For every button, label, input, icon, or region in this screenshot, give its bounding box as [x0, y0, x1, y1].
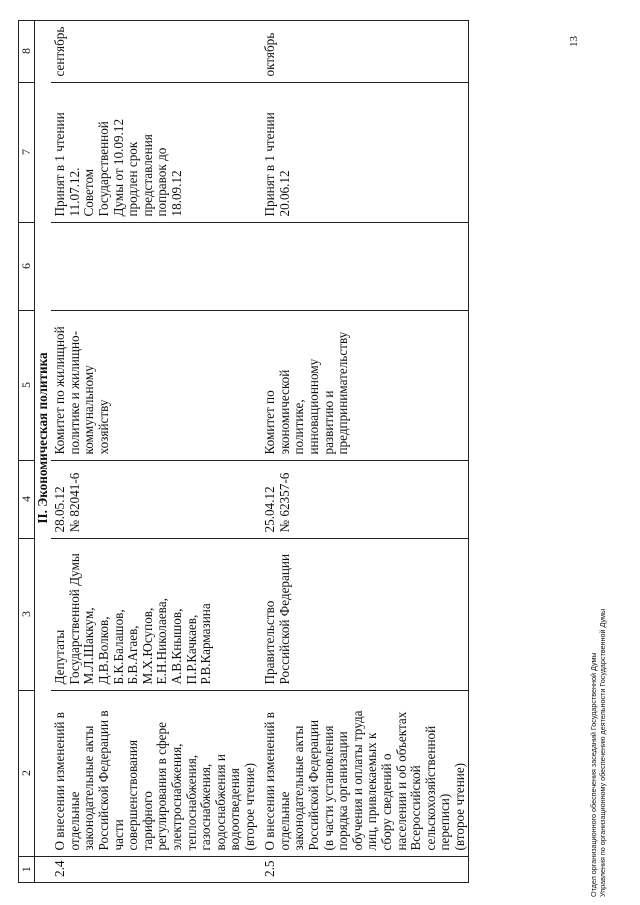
responsible-committee: Комитет по экономической политике, инновационному развитию и предпринимательству: [262, 331, 351, 455]
column-header: 3: [19, 538, 35, 690]
section-header-row: [34, 20, 51, 882]
column-header: 6: [19, 222, 35, 310]
column-header: 4: [19, 460, 35, 538]
footer-line-2: Управления по организационному обеспечению деятельности Государственной Думы: [598, 608, 607, 897]
column-number-header: [19, 20, 35, 882]
bill-register-table: [18, 20, 469, 883]
column-header: 5: [19, 310, 35, 460]
section-title: II. Экономическая политика: [34, 20, 51, 856]
bill-authors: Депутаты Государственной Думы М.Л.Шаккум, Д.В.Волков, Б.К.Балашов, Б.В.Агаев, М.Х.Юсупов, Е.Н.Николаева, А.В.Кнышов, П.Р.Качкаев, Р.В.Кармазина: [52, 553, 214, 685]
bill-title: О внесении изменений в отдельные законодательные акты Российской Федерации в части совершенствования тарифного регулирования в сфере электроснабжения, теплоснабжения, газоснабжения, водоснабжения и водоотведения (второе чтение): [52, 710, 257, 851]
page-number: 13: [568, 36, 580, 47]
bill-status: Принят в 1 чтении 11.07.12. Советом Государственной Думы от 10.09.12 продлен срок представления поправок до 18.09.12: [52, 112, 184, 217]
row-number: 2.5: [261, 856, 468, 882]
bill-authors: Правительство Российской Федерации: [262, 553, 292, 685]
table-row: [51, 20, 261, 882]
bill-status: Принят в 1 чтении 20.06.12: [262, 112, 292, 217]
row-number: 2.4: [51, 856, 261, 882]
column-header: 1: [19, 856, 35, 882]
column-header: 7: [19, 82, 35, 222]
column-header: 2: [19, 690, 35, 856]
responsible-committee: Комитет по жилищной политике и жилищно- коммунальному хозяйству: [52, 326, 111, 455]
table-row: [261, 20, 468, 882]
bill-date-number: 28.05.12 № 82041-6: [52, 472, 82, 533]
column-6-cell: [51, 222, 261, 310]
column-header: 8: [19, 20, 35, 82]
planned-month: октябрь: [261, 20, 468, 82]
bill-date-number: 25.04.12 № 62357-6: [262, 472, 292, 533]
bill-title: О внесении изменений в отдельные законодательные акты Российской Федерации (в части установления порядка организации обучения и оплаты труда лиц, привлекаемых к сбору сведений о населении и об объектах Всероссийской сельскохозяйственной переписи) (второе чтение): [262, 710, 467, 851]
column-6-cell: [261, 222, 468, 310]
footer-line-1: Отдел организационного обеспечения заседаний Государственной Думы: [589, 652, 598, 897]
planned-month: сентябрь: [51, 20, 261, 82]
